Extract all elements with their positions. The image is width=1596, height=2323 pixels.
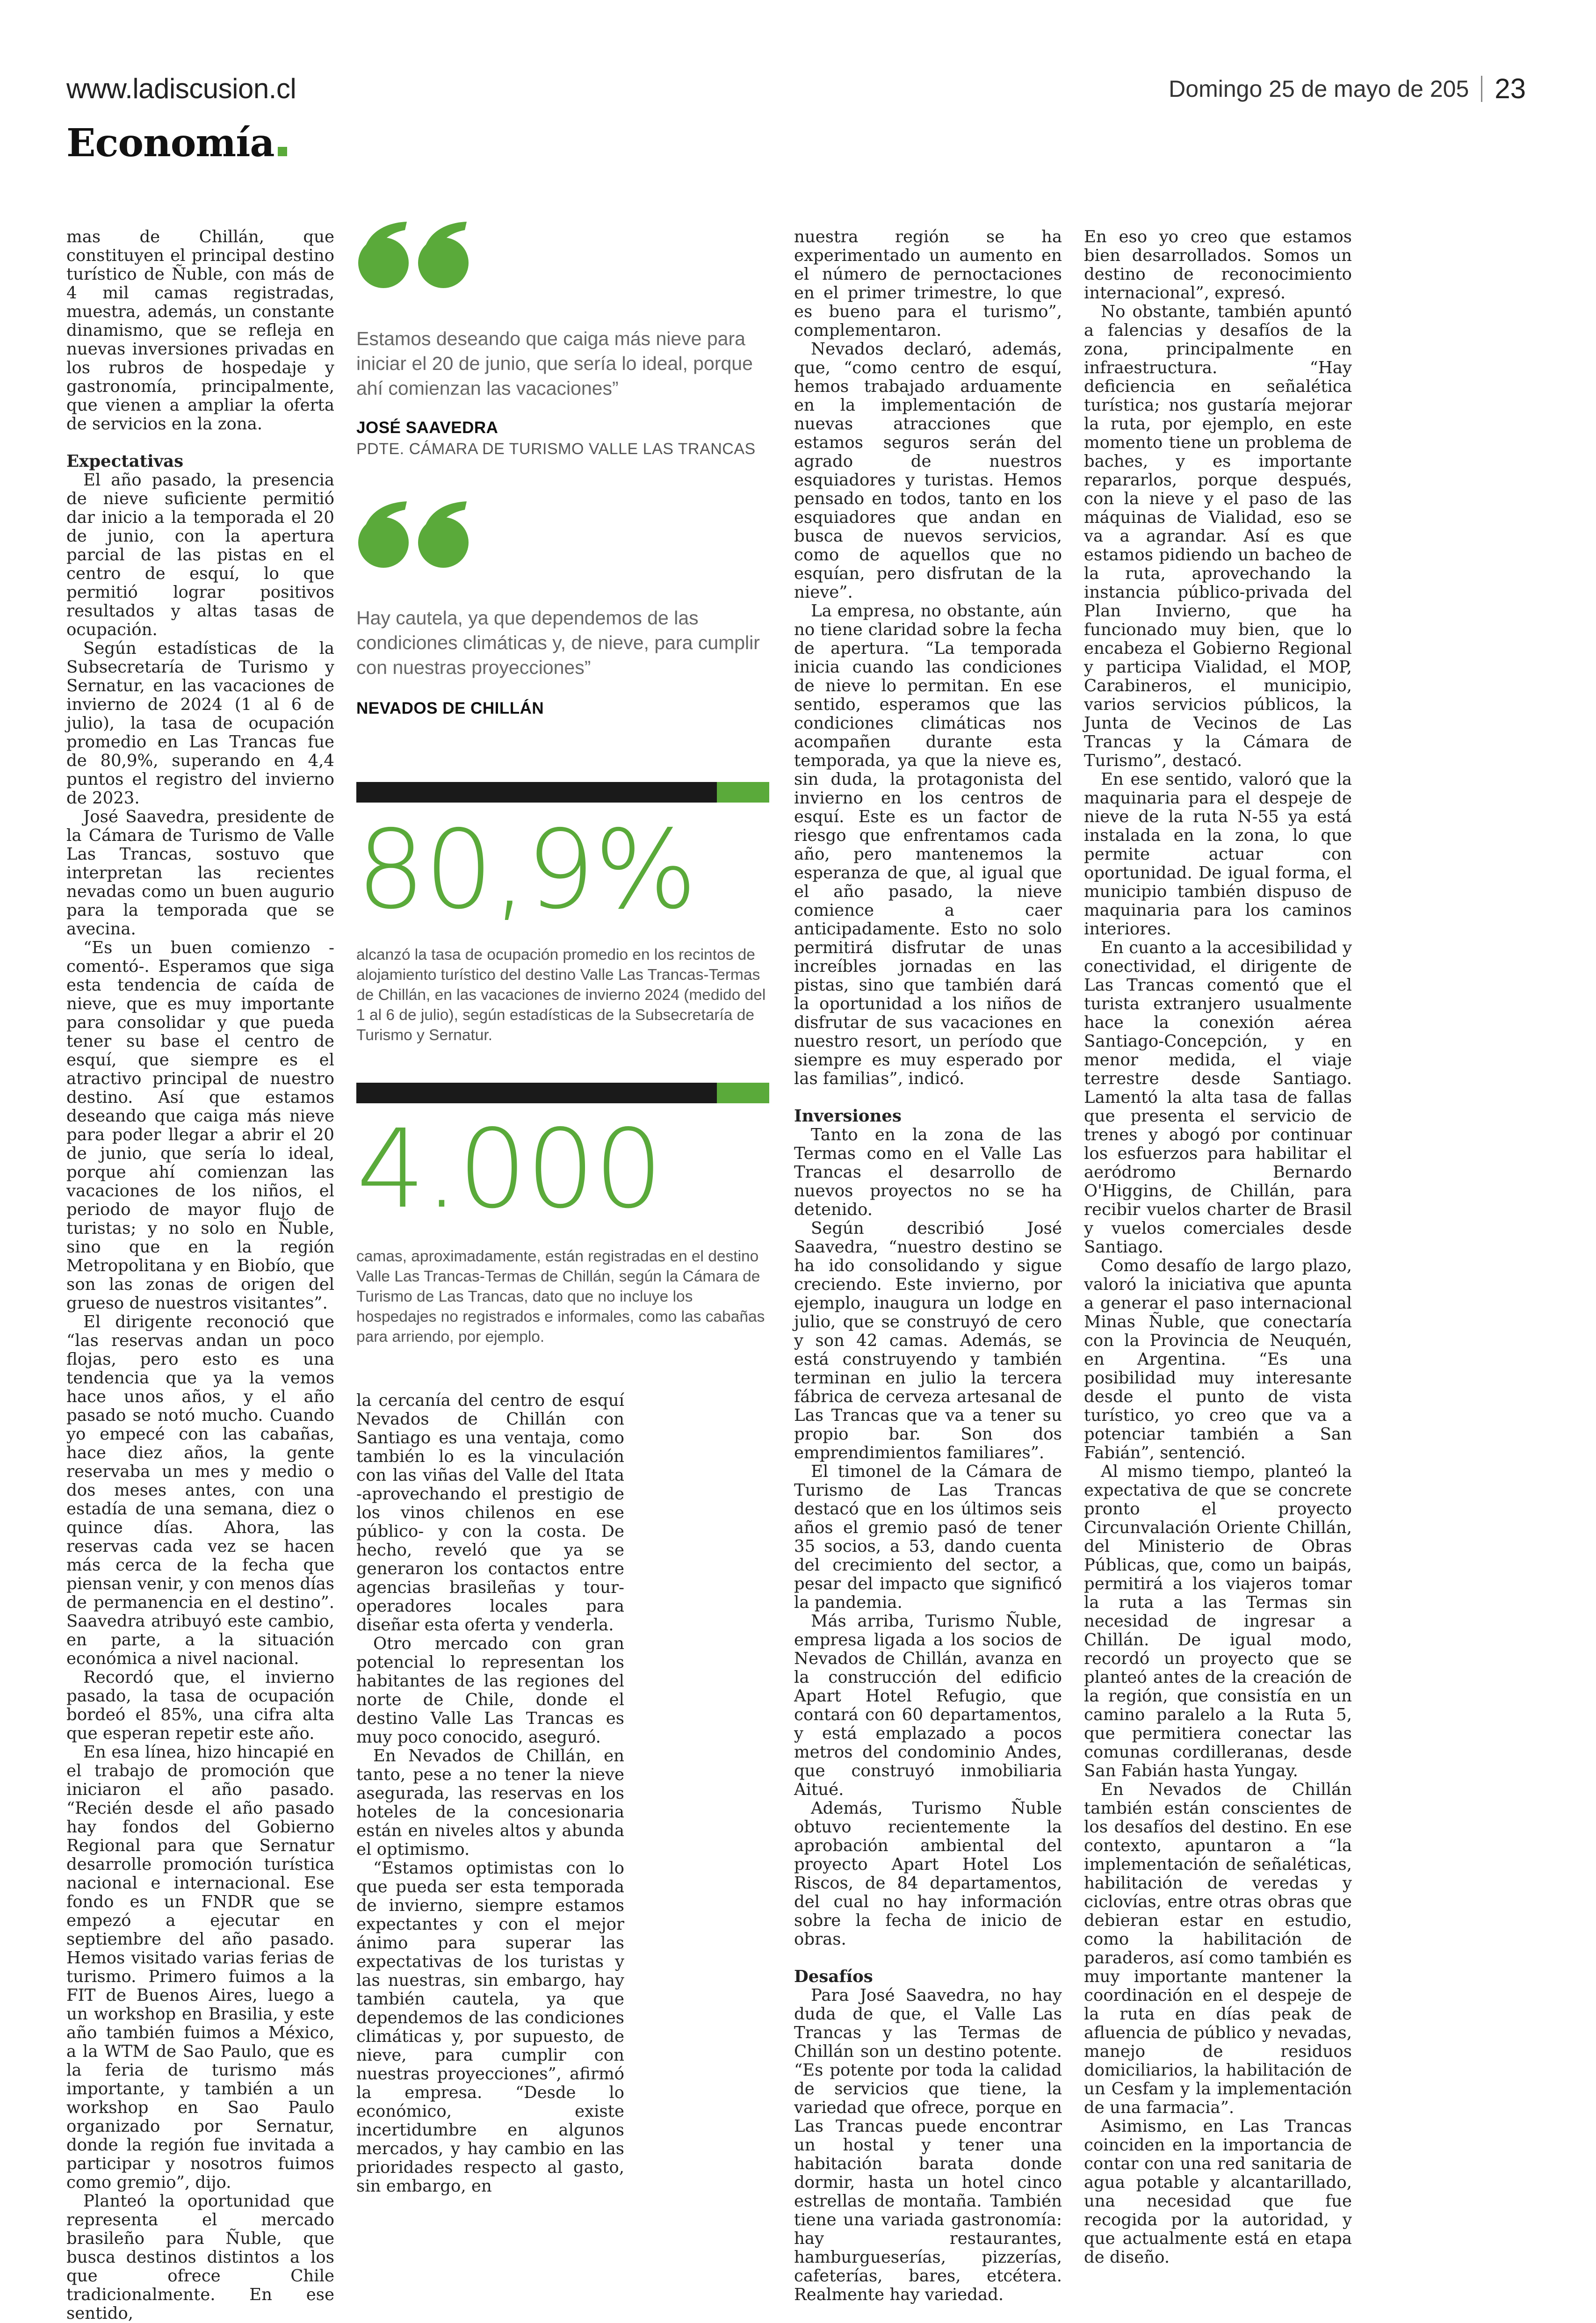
- paragraph: En Nevados de Chillán también están conscientes de los desafíos del destino. En ese contexto, apuntaron a “la implementación de señaléticas, habilitación de veredas y ciclovías, entre otras obras que debieran estar en estudio, como la habilitación de paraderos, así como también es muy importante mantener la coordinación en el despeje de la ruta en días peak de afluencia de público y nevadas, manejo de residuos domiciliarios, la habilitación de un Cesfam y la implementación de una farmacia”.: [1084, 1780, 1352, 2117]
- paragraph: mas de Chillán, que constituyen el principal destino turístico de Ñuble, con más de 4 mil camas registradas, muestra, además, un constante dinamismo, que se refleja en nuevas inversiones privadas en los rubros de hospedaje y gastronomía, principalmente, que vienen a ampliar la oferta de servicios en la zona.: [66, 227, 334, 434]
- paragraph: la cercanía del centro de esquí Nevados de Chillán con Santiago es una ventaja, como también lo es la vinculación con las viñas del Valle del Itata -aprovechando el prestigio de los vinos chilenos en ese público- y con la costa. De hecho, reveló que ya se generaron los contactos entre agencias brasileñas y tour-operadores locales para diseñar esta oferta y venderla.: [356, 1391, 624, 1635]
- subheading-inversiones: Inversiones: [794, 1107, 902, 1126]
- paragraph: El dirigente reconoció que “las reservas andan un poco flojas, pero esto es una tendencia que ya la vemos hace unos años, y el año pasado se notó mucho. Cuando yo empecé con las cabañas, hace diez años, la gente reservaba un mes y medio o dos meses antes, con una estadía de una semana, diez o quince días. Ahora, las reservas cada vez se hacen más cerca de la fecha que piensan venir, y con menos días de permanencia en el destino”. Saavedra atribuyó este cambio, en parte, a la situación económica a nivel nacional.: [66, 1312, 334, 1668]
- pull-quote-2-text: Hay cautela, ya que dependemos de las condiciones climáticas y, de nieve, para cumplir con nuestras proyecciones”: [356, 607, 760, 678]
- stat-bar-accent: [717, 782, 769, 803]
- pull-quote-1-author: JOSÉ SAAVEDRA: [356, 419, 498, 437]
- paragraph: El año pasado, la presencia de nieve suficiente permitió dar inicio a la temporada el 20 de junio, con la apertura parcial de las pistas en el centro de esquí, lo que permitió lograr positivos resultados y altas tasas de ocupación.: [66, 470, 334, 639]
- stat-2-value: 4.000: [356, 1106, 663, 1232]
- stat-2-description: camas, aproximadamente, están registradas en el destino Valle Las Trancas-Termas de Chillán, según la Cámara de Turismo de Las Trancas, dato que no incluye los hospedajes no registrados e informales, como las cabañas para arriendo, por ejemplo.: [356, 1248, 765, 1346]
- subheading-expectativas: Expectativas: [66, 452, 184, 471]
- page-number: 23: [1495, 73, 1526, 104]
- article-column-3: [794, 228, 1062, 2304]
- paragraph: En ese sentido, valoró que la maquinaria para el despeje de nieve de la ruta N-55 ya está instalada en la zona, lo que permite actuar con oportunidad. De igual forma, el municipio también dispuso de maquinaria para los caminos interiores.: [1084, 770, 1352, 939]
- stat-1-description: alcanzó la tasa de ocupación promedio en los recintos de alojamiento turístico del destino Valle Las Trancas-Termas de Chillán, en las vacaciones de invierno 2024 (medido del 1 al 6 de julio), según estadísticas de la Subsecretaría de Turismo y Sernatur.: [356, 946, 766, 1044]
- paragraph: “Estamos optimistas con lo que pueda ser esta temporada de invierno, siempre estamos expectantes y con el mejor ánimo para superar las expectativas de los turistas y las nuestras, sin embargo, hay también cautela, ya que dependemos de las condiciones climáticas y, por supuesto, de nieve, para cumplir con nuestras proyecciones”, afirmó la empresa. “Desde lo económico, existe incertidumbre en algunos mercados, y hay cambio en las prioridades respecto al gasto, sin embargo, en: [356, 1859, 624, 2196]
- paragraph: nuestra región se ha experimentado un aumento en el número de pernoctaciones en el primer trimestre, lo que es bueno para el turismo”, complementaron.: [794, 227, 1062, 340]
- pull-quote-1-text: Estamos deseando que caiga más nieve para iniciar el 20 de junio, que sería lo ideal, porque ahí comienzan las vacaciones”: [356, 328, 753, 399]
- paragraph: Según estadísticas de la Subsecretaría de Turismo y Sernatur, en las vacaciones de invierno de 2024 (1 al 6 de julio), la tasa de ocupación promedio en Las Trancas fue de 80,9%, superando en 4,4 puntos el registro del invierno de 2023.: [66, 639, 334, 808]
- pull-quote-2-author: NEVADOS DE CHILLÁN: [356, 699, 544, 717]
- paragraph: El timonel de la Cámara de Turismo de Las Trancas destacó que en los últimos seis años el gremio pasó de tener 35 socios, a 53, dando cuenta del crecimiento del sector, a pesar del impacto que significó la pandemia.: [794, 1462, 1062, 1612]
- paragraph: No obstante, también apuntó a falencias y desafíos de la zona, principalmente en infraestructura. “Hay deficiencia en señalética turística; nos gustaría mejorar la ruta, por ejemplo, en este momento tiene un problema de baches, y es importante repararlos, porque después, con la nieve y el paso de las máquinas de Vialidad, eso se va a agrandar. Así es que estamos pidiendo un bacheo de la ruta, aprovechando la instancia público-privada del Plan Invierno, que ha funcionado muy bien, que lo encabeza el Gobierno Regional y participa Vialidad, el MOP, Carabineros, el municipio, varios servicios públicos, la Junta de Vecinos de Las Trancas y la Cámara de Turismo”, destacó.: [1084, 302, 1352, 770]
- section-title: [66, 121, 287, 166]
- paragraph: En cuanto a la accesibilidad y conectividad, el dirigente de Las Trancas comentó que el turista extranjero usualmente hace la conexión aérea Santiago-Concepción, y en menor medida, el viaje terrestre desde Santiago. Lamentó la alta tasa de fallas que presenta el servicio de trenes y abogó por continuar los esfuerzos para habilitar el aeródromo Bernardo O'Higgins, de Chillán, para recibir vuelos charter de Brasil y vuelos comerciales desde Santiago.: [1084, 938, 1352, 1257]
- issue-date: Domingo 25 de mayo de 205: [1169, 75, 1469, 102]
- paragraph: Como desafío de largo plazo, valoró la iniciativa que apunta a generar el paso internacional Minas Ñuble, que conectaría con la Provincia de Neuquén, en Argentina. “Es una posibilidad muy interesante desde el punto de vista turístico, yo creo que va a potenciar también a San Fabián”, sentenció.: [1084, 1256, 1352, 1462]
- stat-1-value: 80,9%: [356, 807, 697, 933]
- header-dateline: [1169, 72, 1526, 105]
- paragraph: José Saavedra, presidente de la Cámara de Turismo de Valle Las Trancas, sostuvo que interpretan las recientes nevadas como un buen augurio para la temporada que se avecina.: [66, 807, 334, 939]
- paragraph: Nevados declaró, además, que, “como centro de esquí, hemos trabajado arduamente en la implementación de nuevas atracciones que estamos seguros serán del agrado de nuestros esquiadores y turistas. Hemos pensado en todos, tanto en los esquiadores que andan en busca de nuevos servicios, como de aquellos que no esquían, pero disfrutan de la nieve”.: [794, 340, 1062, 602]
- quote-mark-icon: [356, 220, 478, 290]
- paragraph: En esa línea, hizo hincapié en el trabajo de promoción que iniciaron el año pasado. “Recién desde el año pasado hay fondos del Gobierno Regional para que Sernatur desarrolle promoción turística nacional e internacional. Ese fondo es un FNDR que se empezó a ejecutar en septiembre del año pasado. Hemos visitado varias ferias de turismo. Primero fuimos a la FIT de Buenos Aires, luego a un workshop en Brasilia, y este año también fuimos a México, a la WTM de Sao Paulo, que es la feria de turismo más importante, y también a un workshop en Sao Paulo organizado por Sernatur, donde la región fue invitada a participar y nosotros fuimos como gremio”, dijo.: [66, 1743, 334, 2192]
- paragraph: Tanto en la zona de las Termas como en el Valle Las Trancas el desarrollo de nuevos proyectos no se ha detenido.: [794, 1125, 1062, 1219]
- section-accent-dot: [278, 147, 287, 156]
- quote-mark-icon: [356, 499, 478, 570]
- paragraph: Otro mercado con gran potencial lo representan los habitantes de las regiones del norte de Chile, donde el destino Valle Las Trancas es muy poco conocido, aseguró.: [356, 1634, 624, 1747]
- paragraph: La empresa, no obstante, aún no tiene claridad sobre la fecha de apertura. “La temporada inicia cuando las condiciones de nieve lo permitan. En ese sentido, esperamos que las condiciones climáticas nos acompañen durante esta temporada, ya que la nieve es, sin duda, la protagonista del invierno en los centros de esquí. Este es un factor de riesgo que enfrentamos cada año, pero mantenemos la esperanza de que, al igual que el año pasado, la nieve comience a caer anticipadamente. Esto no solo permitirá disfrutar de unas increíbles jornadas en las pistas, sino que también dará la oportunidad a los niños de disfrutar de sus vacaciones en nuestro resort, un período que siempre es muy esperado por las familias”, indicó.: [794, 601, 1062, 1088]
- site-url[interactable]: www.ladiscusion.cl: [66, 73, 296, 104]
- paragraph: Asimismo, en Las Trancas coinciden en la importancia de contar con una red sanitaria de agua potable y alcantarillado, una necesidad que fue recogida por la autoridad, y que actualmente está en etapa de diseño.: [1084, 2117, 1352, 2267]
- paragraph: Para José Saavedra, no hay duda de que, el Valle Las Trancas y las Termas de Chillán son un destino potente. “Es potente por toda la calidad de servicios que tiene, la variedad que ofrece, porque en Las Trancas puede encontrar un hostal y tener una habitación barata donde dormir, hasta un hotel cinco estrellas de montaña. También tiene una variada gastronomía: hay restaurantes, hamburgueserías, pizzerías, cafeterías, bares, etcétera. Realmente hay variedad.: [794, 1986, 1062, 2304]
- paragraph: Más arriba, Turismo Ñuble, empresa ligada a los socios de Nevados de Chillán, avanza en la construcción del edificio Apart Hotel Refugio, que contará con 60 departamentos, y está emplazado a pocos metros del condominio Andes, que construyó inmobiliaria Aitué.: [794, 1612, 1062, 1799]
- subheading-desafios: Desafíos: [794, 1967, 873, 1986]
- article-column-1: [66, 228, 334, 2323]
- paragraph: En Nevados de Chillán, en tanto, pese a no tener la nieve asegurada, las reservas en los hoteles de la concesionaria están en niveles altos y abunda el optimismo.: [356, 1746, 624, 1859]
- stat-bar-accent: [717, 1083, 769, 1103]
- article-column-4: [1084, 228, 1352, 2267]
- paragraph: Al mismo tiempo, planteó la expectativa de que se concrete pronto el proyecto Circunvalación Oriente Chillán, del Ministerio de Obras Públicas, que, como un baipás, permitirá a los viajeros tomar la ruta a las Termas sin necesidad de ingresar a Chillán. De igual modo, recordó un proyecto que se planteó antes de la creación de la región, que consistía en un camino paralelo a la Ruta 5, que permitiera conectar las comunas cordilleranas, desde San Fabián hasta Yungay.: [1084, 1462, 1352, 1780]
- paragraph: En eso yo creo que estamos bien desarrollados. Somos un destino de reconocimiento internacional”, expresó.: [1084, 227, 1352, 303]
- paragraph: Además, Turismo Ñuble obtuvo recientemente la aprobación ambiental del proyecto Apart Hotel Los Riscos, de 84 departamentos, del cual no hay información sobre la fecha de inicio de obras.: [794, 1799, 1062, 1949]
- stat-2-bar: [356, 1083, 769, 1103]
- header-divider: [1481, 76, 1482, 102]
- paragraph: “Es un buen comienzo -comentó-. Esperamos que siga esta tendencia de caída de nieve, que es muy importante para consolidar y que pueda tener su base el centro de esquí, que siempre es el atractivo principal de nuestro destino. Así que estamos deseando que caiga más nieve para poder llegar a abrir el 20 de junio, que sería lo ideal, porque ahí comienzan las vacaciones de los niños, el periodo de mayor flujo de turistas; y no solo en Ñuble, sino que en la región Metropolitana y en Biobío, que son las zonas de origen del grueso de nuestros visitantes”.: [66, 938, 334, 1313]
- pull-quote-1-role: PDTE. CÁMARA DE TURISMO VALLE LAS TRANCAS: [356, 440, 756, 458]
- article-column-2: [356, 1391, 624, 2196]
- paragraph: Planteó la oportunidad que representa el mercado brasileño para Ñuble, que busca destinos distintos a los que ofrece Chile tradicionalmente. En ese sentido,: [66, 2192, 334, 2323]
- paragraph: Según describió José Saavedra, “nuestro destino se ha ido consolidando y sigue creciendo. Este invierno, por ejemplo, inaugura un lodge en julio, que se construyó de cero y son 42 camas. Además, se está construyendo y también terminan en julio la tercera fábrica de cerveza artesanal de Las Trancas que va a tener su propio bar. Son dos emprendimientos familiares”.: [794, 1219, 1062, 1462]
- paragraph: Recordó que, el invierno pasado, la tasa de ocupación bordeó el 85%, una cifra alta que esperan repetir este año.: [66, 1668, 334, 1743]
- section-label: Economía: [66, 121, 274, 166]
- stat-1-bar: [356, 782, 769, 803]
